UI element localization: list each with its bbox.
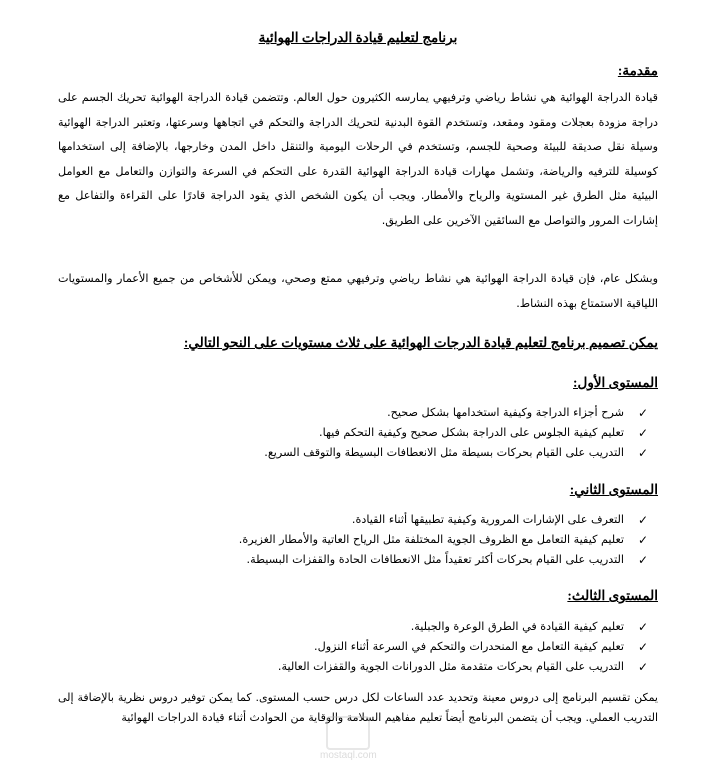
intro-heading: مقدمة:: [617, 63, 658, 78]
closing-paragraph: يمكن تقسيم البرنامج إلى دروس معينة وتحديد عدد الساعات لكل درس حسب المستوى. كما يمكن توفير دروس نظرية بالإضافة إلى التدريب العملي. ويجب أن يتضمن البرنامج أيضاً تعليم مفاهيم السلامة والوقاية من الحوادث أثناء قيادة الدراجات الهوائية: [58, 691, 658, 724]
list-item-text: التدريب على القيام بحركات متقدمة مثل الدورانات الجوية والقفزات العالية.: [277, 660, 624, 673]
checkmark-icon: ✓: [637, 426, 648, 440]
list-item: [58, 443, 658, 463]
checkmark-icon: ✓: [637, 620, 648, 634]
list-item: [58, 657, 658, 677]
list-item-text: تعليم كيفية التعامل مع المنحدرات والتحكم في السرعة أثناء النزول.: [314, 640, 624, 653]
level-1-list: [58, 403, 658, 463]
list-item-text: تعليم كيفية الجلوس على الدراجة بشكل صحيح وكيفية التحكم فيها.: [319, 426, 624, 439]
level-2-list: [58, 510, 658, 570]
level-2-heading: المستوى الثاني:: [569, 482, 658, 497]
checkmark-icon: ✓: [637, 406, 648, 420]
level-3-list: [58, 617, 658, 677]
checkmark-icon: ✓: [637, 513, 648, 527]
list-item: [58, 423, 658, 443]
list-item-text: شرح أجزاء الدراجة وكيفية استخدامها بشكل صحيح.: [387, 406, 624, 419]
list-item-text: تعليم كيفية التعامل مع الظروف الجوية المختلفة مثل الرياح العاتية والأمطار الغزيرة.: [238, 533, 624, 546]
list-item: [58, 617, 658, 637]
checkmark-icon: ✓: [637, 446, 648, 460]
intro-paragraph-1: قيادة الدراجة الهوائية هي نشاط رياضي وترفيهي يمارسه الكثيرون حول العالم. وتتضمن قيادة الدراجة الهوائية تحريك الجسم على دراجة مزودة بعجلات ومقود ومقعد، وتستخدم القوة البدنية لتحريك الدراجة والتحكم في اتجاهها وسرعتها، وتعتبر الدراجة الهوائية وسيلة نقل صديقة للبيئة وصحية للجسم، وتستخدم في الرحلات اليومية والتنقل داخل المدن وخارجها، بالإضافة إلى استخدامها كوسيلة للترفيه والرياضة، وتشمل مهارات قيادة الدراجة الهوائية القدرة على التحكم في السرعة والتوازن والتعامل مع العوامل البيئية مثل الطرق غير المستوية والرياح والأمطار. ويجب أن يكون الشخص الذي يقود الدراجة قادرًا على القراءة والتفاعل مع إشارات المرور والتواصل مع السائقين الآخرين على الطريق.: [58, 91, 658, 227]
list-item: [58, 510, 658, 530]
list-item-text: التدريب على القيام بحركات بسيطة مثل الانعطافات البسيطة والتوقف السريع.: [264, 446, 624, 459]
list-item: [58, 550, 658, 570]
list-item-text: التدريب على القيام بحركات أكثر تعقيداً مثل الانعطافات الحادة والقفزات البسيطة.: [246, 553, 624, 566]
checkmark-icon: ✓: [637, 640, 648, 654]
watermark-logo-icon: [326, 716, 370, 750]
design-heading: يمكن تصميم برنامج لتعليم قيادة الدرجات الهوائية على ثلاث مستويات على النحو التالي:: [183, 335, 658, 350]
checkmark-icon: ✓: [637, 553, 648, 567]
watermark-text: mostaql.com: [320, 750, 377, 761]
list-item: [58, 403, 658, 423]
list-item-text: تعليم كيفية القيادة في الطرق الوعرة والجبلية.: [410, 620, 624, 633]
checkmark-icon: ✓: [637, 533, 648, 547]
document-title: برنامج لتعليم قيادة الدراجات الهوائية: [258, 30, 458, 45]
level-1-heading: المستوى الأول:: [573, 375, 658, 390]
intro-paragraph-2: وبشكل عام، فإن قيادة الدراجة الهوائية هي نشاط رياضي وترفيهي ممتع وصحي، ويمكن للأشخاص من جميع الأعمار والمستويات اللياقية الاستمتاع بهذه النشاط.: [58, 272, 658, 310]
list-item: [58, 637, 658, 657]
checkmark-icon: ✓: [637, 660, 648, 674]
list-item: [58, 530, 658, 550]
mostaql-watermark: [320, 716, 377, 761]
level-3-heading: المستوى الثالث:: [567, 588, 658, 603]
list-item-text: التعرف على الإشارات المرورية وكيفية تطبيقها أثناء القيادة.: [351, 513, 624, 526]
